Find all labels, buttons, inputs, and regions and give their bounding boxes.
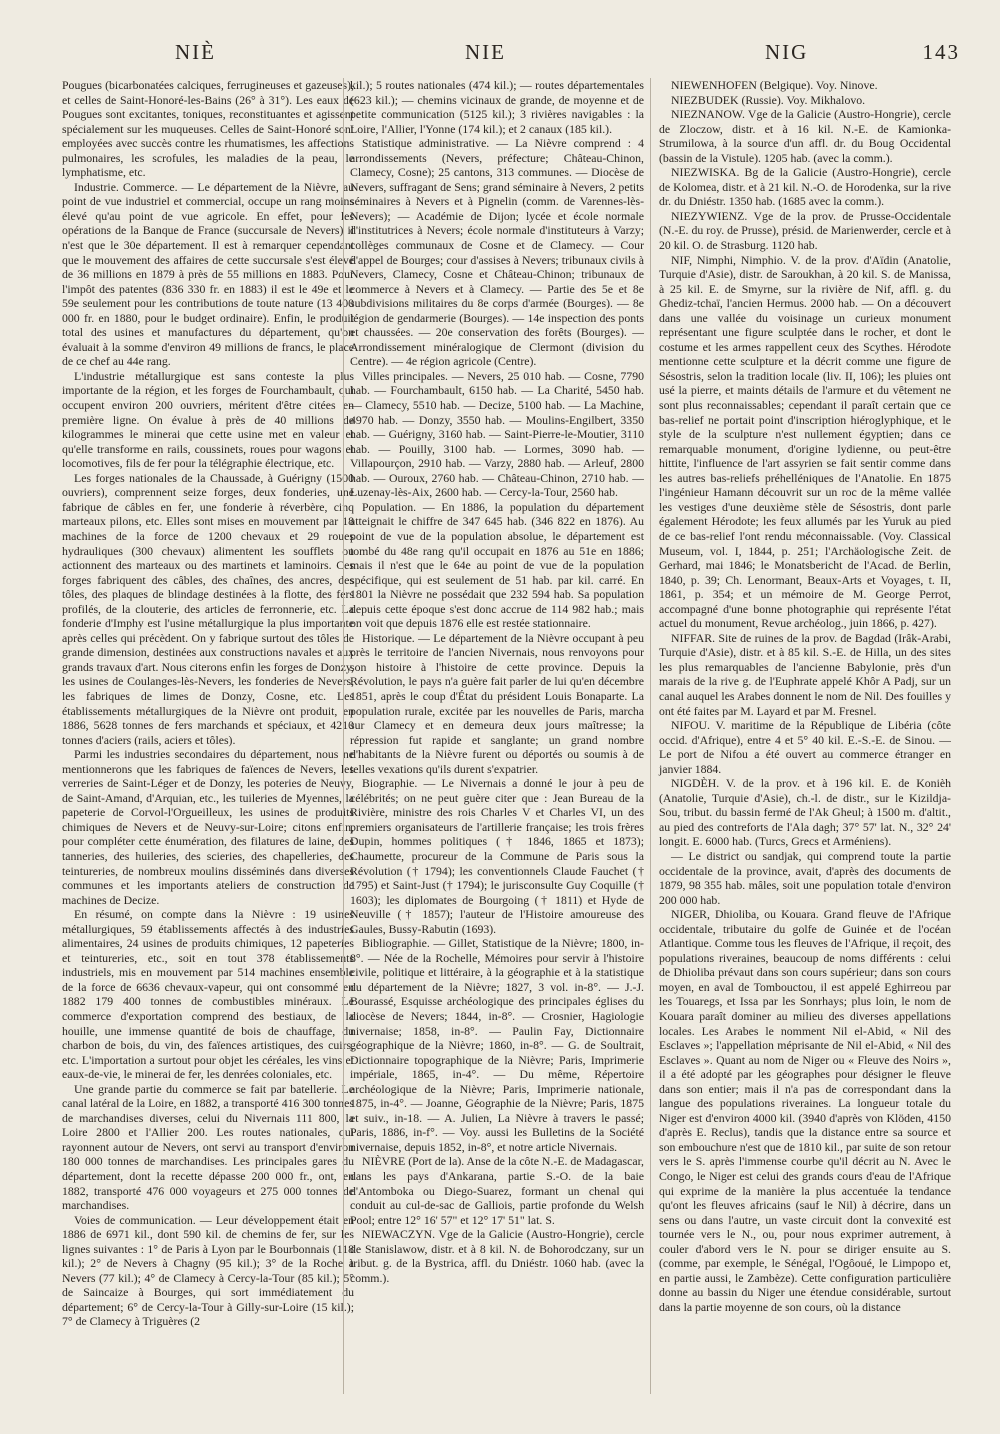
paragraph: Voies de communication. — Leur développement était en 1886 de 6971 kil., dont 590 kil. de chemins de fer, sur les lignes suivantes : 1° de Paris à Lyon par le Bourbonnais (118 kil.); 2° de Nevers à Chagny (95 kil.); 3° de la Roche à Nevers (77 kil.); 4° de Clamecy à Cercy-la-Tour (85 kil.); 5° de Saincaize à Bourges, qui sort immédiatement du département; 6° de Cercy-la-Tour à Gilly-sur-Loire (15 kil.); 7° de Clamecy à Triguères (2 [62, 1212, 354, 1329]
paragraph: Les forges nationales de la Chaussade, à Guérigny (1500 ouvriers), comprennent seize forges, deux fonderies, une fabrique de câbles en fer, une fonderie à réverbère, cinq marteaux pilons, etc. Elles sont mises en mouvement par 18 machines de la force de 1200 chevaux et 29 roues hydrauliques (300 chevaux) alimentent les soufflets ou actionnent des marteaux ou des martinets et laminoirs. Ces forges fabriquent des câbles, des chaînes, des ancres, des tôles, des plaques de blindage destinées à la flotte, des fers profilés, de la clouterie, des articles de ferronnerie, etc. La fonderie d'Imphy est l'usine métallurgique la plus importante après celles qui précèdent. On y fabrique surtout des tôles de grande dimension, destinées aux constructions navales et aux grands travaux d'art. Nous citerons enfin les forges de Donzy, les usines de Coulanges-lès-Nevers, les fonderies de Nevers, les fabriques de limes de Donzy, Cosne, etc. Les établissements métallurgiques de la Nièvre ont produit, en 1886, 5628 tonnes de fers marchands et spéciaux, et 4210 tonnes d'aciers (rails, aciers et tôles). [62, 470, 354, 747]
column-middle [343, 78, 644, 1394]
header-right-word: NIG [765, 40, 809, 64]
running-head [60, 40, 960, 70]
paragraph: Population. — En 1886, la population du département atteignait le chiffre de 347 645 hab. (346 822 en 1876). Au point de vue de la population absolue, le département est tombé du 48e rang qu'il occupait en 1876 au 51e en 1886; mais il n'est que le 64e au point de vue de la population spécifique, qui est seulement de 51 hab. par kil. carré. En 1801 la Nièvre ne possédait que 232 594 hab. Sa population depuis cette époque s'est donc accrue de 114 982 hab.; mais on voit que depuis 1876 elle est restée stationnaire. [350, 499, 644, 631]
entry-nif: NIF, Nimphi, Nimphio. V. de la prov. d'Aïdin (Anatolie, Turquie d'Asie), distr. de Saroukhan, à 20 kil. S. de Manissa, à 25 kil. E. de Smyrne, sur la rivière de Nif, affl. g. du Ghediz-tchaï, l'ancien Hermus. 2000 hab. — On a découvert dans une vallée du voisinage un curieux monument représentant une figure sculptée dans le rocher, et dont le costume et les armes rappellent ceux des Scythes. Hérodote mentionne cette sculpture et la décrit comme une figure de Sésostris, selon la tradition locale (liv. II, 106); les pluies ont usé la pierre, et maints détails de l'armure et du vêtement ne sont plus reconnaissables; cependant il paraît certain que ce bas-relief ne portait point d'inscription hiéroglyphique, et le style de la sculpture n'est nullement égyptien; dans ce remarquable monument, d'origine lydienne, ou peut-être hittite, l'influence de l'art assyrien se fait sentir comme dans les autres bas-reliefs préhelléniques de l'Anatolie. En 1875 l'ingénieur Hamann découvrit sur un roc de la même vallée les vestiges d'une deuxième stèle de Sésostris, dont parle également Hérodote; les feux allumés par les Yuruk au pied de ce bas-relief l'ont rendu méconnaissable. (Voy. Classical Museum, vol. I, 1844, p. 251; l'Archäologische Zeit. de Gerhard, mai 1846; le Monatsbericht de l'Acad. de Berlin, 1840, p. 39; Ch. Lenormant, Beaux-Arts et Voyages, t. II, 1861, p. 354; et un mémoire de M. George Perrot, accompagné d'une bonne photographie qui représente l'état actuel du monument, Revue archéolog., juin 1866, p. 427). [659, 252, 951, 631]
entry-niewaczyn: NIEWACZYN. Vge de la Galicie (Austro-Hongrie), cercle de Stanislawow, distr. et à 8 kil. N. de Bohorodczany, sur un tribut. g. de la Bystrica, affl. du Dniéstr. 1060 hab. (avec la comm.). [350, 1227, 644, 1285]
paragraph: Statistique administrative. — La Nièvre comprend : 4 arrondissements (Nevers, préfecture; Château-Chinon, Clamecy, Cosne); 25 cantons, 313 communes. — Diocèse de Nevers, suffragant de Sens; grand séminaire à Nevers, 2 petits séminaires à Nevers et à Pignelin (comm. de Varennes-lès-Nevers); — Académie de Dijon; lycée et école normale d'institutrices à Nevers; école normale d'instituteurs à Varzy; collèges communaux de Cosne et de Clamecy. — Cour d'appel de Bourges; cour d'assises à Nevers; tribunaux civils à Nevers, Clamecy, Cosne et Château-Chinon; tribunaux de commerce à Nevers et à Clamecy. — Partie des 5e et 8e subdivisions militaires du 8e corps d'armée (Bourges). — 8e légion de gendarmerie (Bourges). — 14e inspection des ponts et chaussées. — 20e conservation des forêts (Bourges). — Arrondissement minéralogique de Clermont (division du Centre). — 4e région agricole (Centre). [350, 136, 644, 369]
entry-nieznanow: NIEZNANOW. Vge de la Galicie (Austro-Hongrie), cercle de Zloczow, distr. et à 16 kil. N.-E. de Kamionka-Strumilowa, à la source d'un affl. dr. du Boug Occidental (bassin de la Vistule). 1205 hab. (avec la comm.). [659, 107, 951, 165]
paragraph: Historique. — Le département de la Nièvre occupant à peu près le territoire de l'ancien Nivernais, nous renvoyons pour son histoire à l'histoire de cette province. Depuis la Révolution, le pays n'a guère fait parler de lui qu'en décembre 1851, après le coup d'État du président Louis Bonaparte. La population rurale, excitée par les nouvelles de Paris, marcha sur Clamecy et en demeura deux jours maîtresse; la répression fut rapide et sanglante; un grand nombre d'habitants de la Nièvre furent ou déportés ou soumis à de telles vexations qu'ils durent s'expatrier. [350, 630, 644, 776]
paragraph: L'industrie métallurgique est sans conteste la plus importante de la région, et les forges de Fourchambault, qui occupent environ 200 ouvriers, méritent d'être citées en première ligne. On évalue à près de 40 millions de kilogrammes le minerai que cette usine met en valeur et qu'elle transforme en rails, coussinets, roues pour wagons et locomotives, fils de fer pour la télégraphie électrique, etc. [62, 368, 354, 471]
header-left-word: NIÈ [175, 40, 216, 64]
entry-niewenhofen: NIEWENHOFEN (Belgique). Voy. Ninove. [671, 78, 878, 92]
paragraph: Parmi les industries secondaires du département, nous ne mentionnerons que les fabriques de faïences de Nevers, les verreries de Saint-Léger et de Donzy, les poteries de Neuvy, de Saint-Amand, d'Arquian, etc., les tuileries de Myennes, la papeterie de Corvol-l'Orgueilleux, les usines de produits chimiques de Nevers et de Neuvy-sur-Loire; citons enfin, pour compléter cette énumération, des filatures de laine, des tanneries, des huileries, des scieries, des chapelleries, des teintureries, de nombreux moulins disséminés dans diverses communes et les importants ateliers de construction de machines de Decize. [62, 747, 354, 907]
paragraph: En résumé, on compte dans la Nièvre : 19 usines métallurgiques, 59 établissements affectés à des industries alimentaires, 24 usines de produits chimiques, 12 papeteries et teintureries, etc., soit en tout 378 établissements industriels, mis en mouvement par 514 machines ensemble de la force de 6636 chevaux-vapeur, qui ont consommé en 1882 179 400 tonnes de combustibles minéraux. Le commerce d'exportation comprend des bestiaux, de la houille, une immense quantité de bois de chauffage, du charbon de bois, du vin, des faïences artistiques, des cuirs, etc. L'importation a surtout pour objet les céréales, les vins et eaux-de-vie, le minerai de fer, les denrées coloniales, etc. [62, 907, 354, 1082]
entry-niezbudek: NIEZBUDEK (Russie). Voy. Mikhalovo. [671, 92, 866, 107]
entry-niger: NIGER, Dhioliba, ou Kouara. Grand fleuve de l'Afrique occidentale, tributaire du golfe de Guinée et de l'océan Atlantique. Comme tous les fleuves de l'Afrique, il reçoit, des populations riveraines, beaucoup de noms différents : celui de Dhioliba prévaut dans son cours supérieur; dans son cours moyen, en aval de Tombouctou, il est appelé Eghirreou par les Touaregs, et Issa par les Sonrhays; plus loin, le nom de Kouara paraît dominer au milieu des diverses appellations locales. Les Arabes le nomment Nil el-Abid, « Nil des Esclaves »; l'appellation méprisante de Nil el-Abid, « Nil des Esclaves ». Quant au nom de Niger ou « Fleuve des Noirs », il a été adopté par les géographes pour désigner le fleuve dans son entier; mais il n'a pas de correspondant dans la langue des populations riveraines. La longueur totale du Niger est d'environ 4000 kil. (3940 d'après von Klöden, 4150 d'après E. Reclus), tandis que la distance entre sa source et son embouchure n'est que de 1810 kil., par suite de son retour vers le S. après l'immense courbe qu'il décrit au N. Avec le Congo, le Niger est celui des grands cours d'eau de l'Afrique qui exprime de la manière la plus accentuée la tendance qu'ont les fleuves africains (sauf le Nil) à décrire, dans un sens ou dans l'autre, un vaste circuit dont la convexité est tournée vers le N., ou, pour nous exprimer autrement, à couler d'abord vers le N. pour se diriger ensuite au S. (comme, par exemple, le Sénégal, l'Ogôoué, le Limpopo et, en partie aussi, le Zambèze). Cette configuration particulière donne au bassin du Niger une étendue considérable, surtout dans la partie moyenne de son cours, où la distance [659, 907, 951, 1314]
paragraph: Biographie. — Le Nivernais a donné le jour à peu de célébrités; on ne peut guère citer que : Jean Bureau de la Rivière, ministre des rois Charles V et Charles VI, un des premiers organisateurs de l'artillerie française; les trois frères Dupin, hommes politiques († 1846, 1865 et 1873); Chaumette, procureur de la Commune de Paris sous la Révolution († 1794); les conventionnels Claude Fauchet († 1795) et Saint-Just († 1794); le jurisconsulte Guy Coquille († 1603); les diplomates de Bourgoing († 1811) et Hyde de Neuville († 1857); l'auteur de l'Histoire amoureuse des Gaules, Bussy-Rabutin (1693). [350, 776, 644, 936]
paragraph: Industrie. Commerce. — Le département de la Nièvre, au point de vue industriel et commercial, occupe un rang moins élevé qu'au point de vue agricole. En effet, pour les opérations de la Banque de France (succursale de Nevers) il n'est que le 30e département. Il est à remarquer cependant que le mouvement des affaires de cette succursale s'est élevé de 36 millions en 1879 à près de 55 millions en 1883. Pour l'impôt des patentes (836 330 fr. en 1883) il est le 49e et le 59e seulement pour les contributions de toute nature (13 400 000 fr. en 1880, pour le budget ordinaire). Enfin, le produit total des usines et manufactures du département, qu'on évaluait à la somme d'environ 49 millions de francs, le place de ce chef au 44e rang. [62, 179, 354, 369]
paragraph: Bibliographie. — Gillet, Statistique de la Nièvre; 1800, in-8°. — Née de la Rochelle, Mémoires pour servir à l'histoire civile, politique et littéraire, à la géographie et à la statistique du département de la Nièvre; 1827, 3 vol. in-8°. — J.-J. Bourassé, Esquisse archéologique des principales églises du diocèse de Nevers; 1844, in-8°. — Crosnier, Hagiologie nivernaise; 1858, in-8°. — Paulin Fay, Dictionnaire géographique de la Nièvre; 1860, in-8°. — G. de Soultrait, Dictionnaire topographique de la Nièvre; Paris, Imprimerie impériale, 1865, in-4°. — Du même, Répertoire archéologique de la Nièvre; Paris, Imprimerie nationale, 1875, in-4°. — Joanne, Géographie de la Nièvre; Paris, 1875 et suiv., in-18. — A. Julien, La Nièvre à travers le passé; Paris, 1886, in-f°. — Voy. aussi les Bulletins de la Société nivernaise, depuis 1852, in-8°, et notre article Nivernais. [350, 936, 644, 1154]
header-center-word: NIE [465, 40, 506, 64]
column-left [62, 78, 354, 1394]
entry-niezywienz: NIEZYWIENZ. Vge de la prov. de Prusse-Occidentale (N.-E. du roy. de Prusse), présid. de Marienwerder, cercle et à 20 kil. O. de Strasburg. 1120 hab. [659, 208, 951, 253]
entry-nifou: NIFOU. V. maritime de la République de Libéria (côte occid. d'Afrique), entre 4 et 5° 40 kil. E.-S.-E. de Sinou. — Le port de Nifou a été ouvert au commerce étranger en janvier 1884. [659, 718, 951, 776]
paragraph: Pougues (bicarbonatées calciques, ferrugineuses et gazeuses), et celles de Saint-Honoré-les-Bains (26° à 31°). Les eaux de Pougues sont excitantes, toniques, reconstituantes et agissent spécialement sur les muqueuses. Celles de Saint-Honoré sont employées avec succès contre les rhumatismes, les affections pulmonaires, les scrofules, les maladies de la peau, le lymphatisme, etc. [62, 78, 354, 180]
entry-nigdeh-district: — Le district ou sandjak, qui comprend toute la partie occidentale de la province, avait, d'après des documents de 1879, 98 355 hab. mâles, soit une population totale d'environ 200 000 hab. [659, 848, 951, 907]
column-right [650, 78, 951, 1394]
paragraph: kil.); 5 routes nationales (474 kil.); — routes départementales (623 kil.); — chemins vicinaux de grande, de moyenne et de petite communication (5125 kil.); 3 rivières navigables : la Loire, l'Allier, l'Yonne (174 kil.); et 2 canaux (185 kil.). [350, 78, 644, 136]
page-number: 143 [922, 40, 960, 64]
entry-nigdeh: NIGDÈH. V. de la prov. et à 196 kil. E. de Konièh (Anatolie, Turquie d'Asie), ch.-l. de distr., sur le Kizildja-Sou, tribut. du bassin fermé de l'Ak Gheul; à 1500 m. d'altit., au pied des contreforts de l'Ala dagh; 37° 57' lat. N., 32° 24' longit. E. 6000 hab. (Turcs, Grecs et Arméniens). [659, 776, 951, 849]
entry-niezwiska: NIEZWISKA. Bg de la Galicie (Austro-Hongrie), cercle de Kolomea, distr. et à 21 kil. N.-O. de Horodenka, sur la rive dr. du Dniéstr. 1350 hab. (1685 avec la comm.). [659, 165, 951, 209]
paragraph: Villes principales. — Nevers, 25 010 hab. — Cosne, 7790 hab. — Fourchambault, 6150 hab. — La Charité, 5450 hab. — Clamecy, 5510 hab. — Decize, 5100 hab. — La Machine, 4970 hab. — Donzy, 3550 hab. — Moulins-Engilbert, 3350 hab. — Guérigny, 3160 hab. — Saint-Pierre-le-Moutier, 3110 hab. — Pouilly, 3100 hab. — Lormes, 3090 hab. — Villapourçon, 2910 hab. — Varzy, 2880 hab. — Arleuf, 2800 hab. — Ouroux, 2760 hab. — Château-Chinon, 2710 hab. — Luzenay-lès-Aix, 2600 hab. — Cercy-la-Tour, 2560 hab. [350, 368, 644, 500]
entry-niffar: NIFFAR. Site de ruines de la prov. de Bagdad (Irâk-Arabi, Turquie d'Asie), distr. et à 85 kil. S.-E. de Hilla, un des sites les plus remarquables de l'ancienne Babylonie, près d'un marais de la rive g. de l'Euphrate appelé Khôr A Padj, sur un canal auquel les Arabes donnent le nom de Nil. Des fouilles y ont été faites par M. Layard et par M. Fresnel. [659, 630, 951, 718]
entry-nievre-port: NIÈVRE (Port de la). Anse de la côte N.-E. de Madagascar, dans les pays d'Ankarana, partie S.-O. de la baie d'Antomboka ou Diego-Suarez, formant un chenal qui conduit au cul-de-sac de Galliois, partie profonde du Welsh Pool; entre 12° 16' 57" et 12° 17' 51" lat. S. [350, 1154, 644, 1227]
paragraph: Une grande partie du commerce se fait par batellerie. Le canal latéral de la Loire, en 1882, a transporté 416 300 tonnes de marchandises diverses, celui du Nivernais 111 800, la Loire 2800 et l'Allier 200. Les routes nationales, qui rayonnent autour de Nevers, ont servi au transport d'environ 180 000 tonnes de marchandises. Les principales gares du département, dont la recette dépasse 200 000 fr., ont, en 1882, transporté 476 000 voyageurs et 275 000 tonnes de marchandises. [62, 1081, 354, 1213]
